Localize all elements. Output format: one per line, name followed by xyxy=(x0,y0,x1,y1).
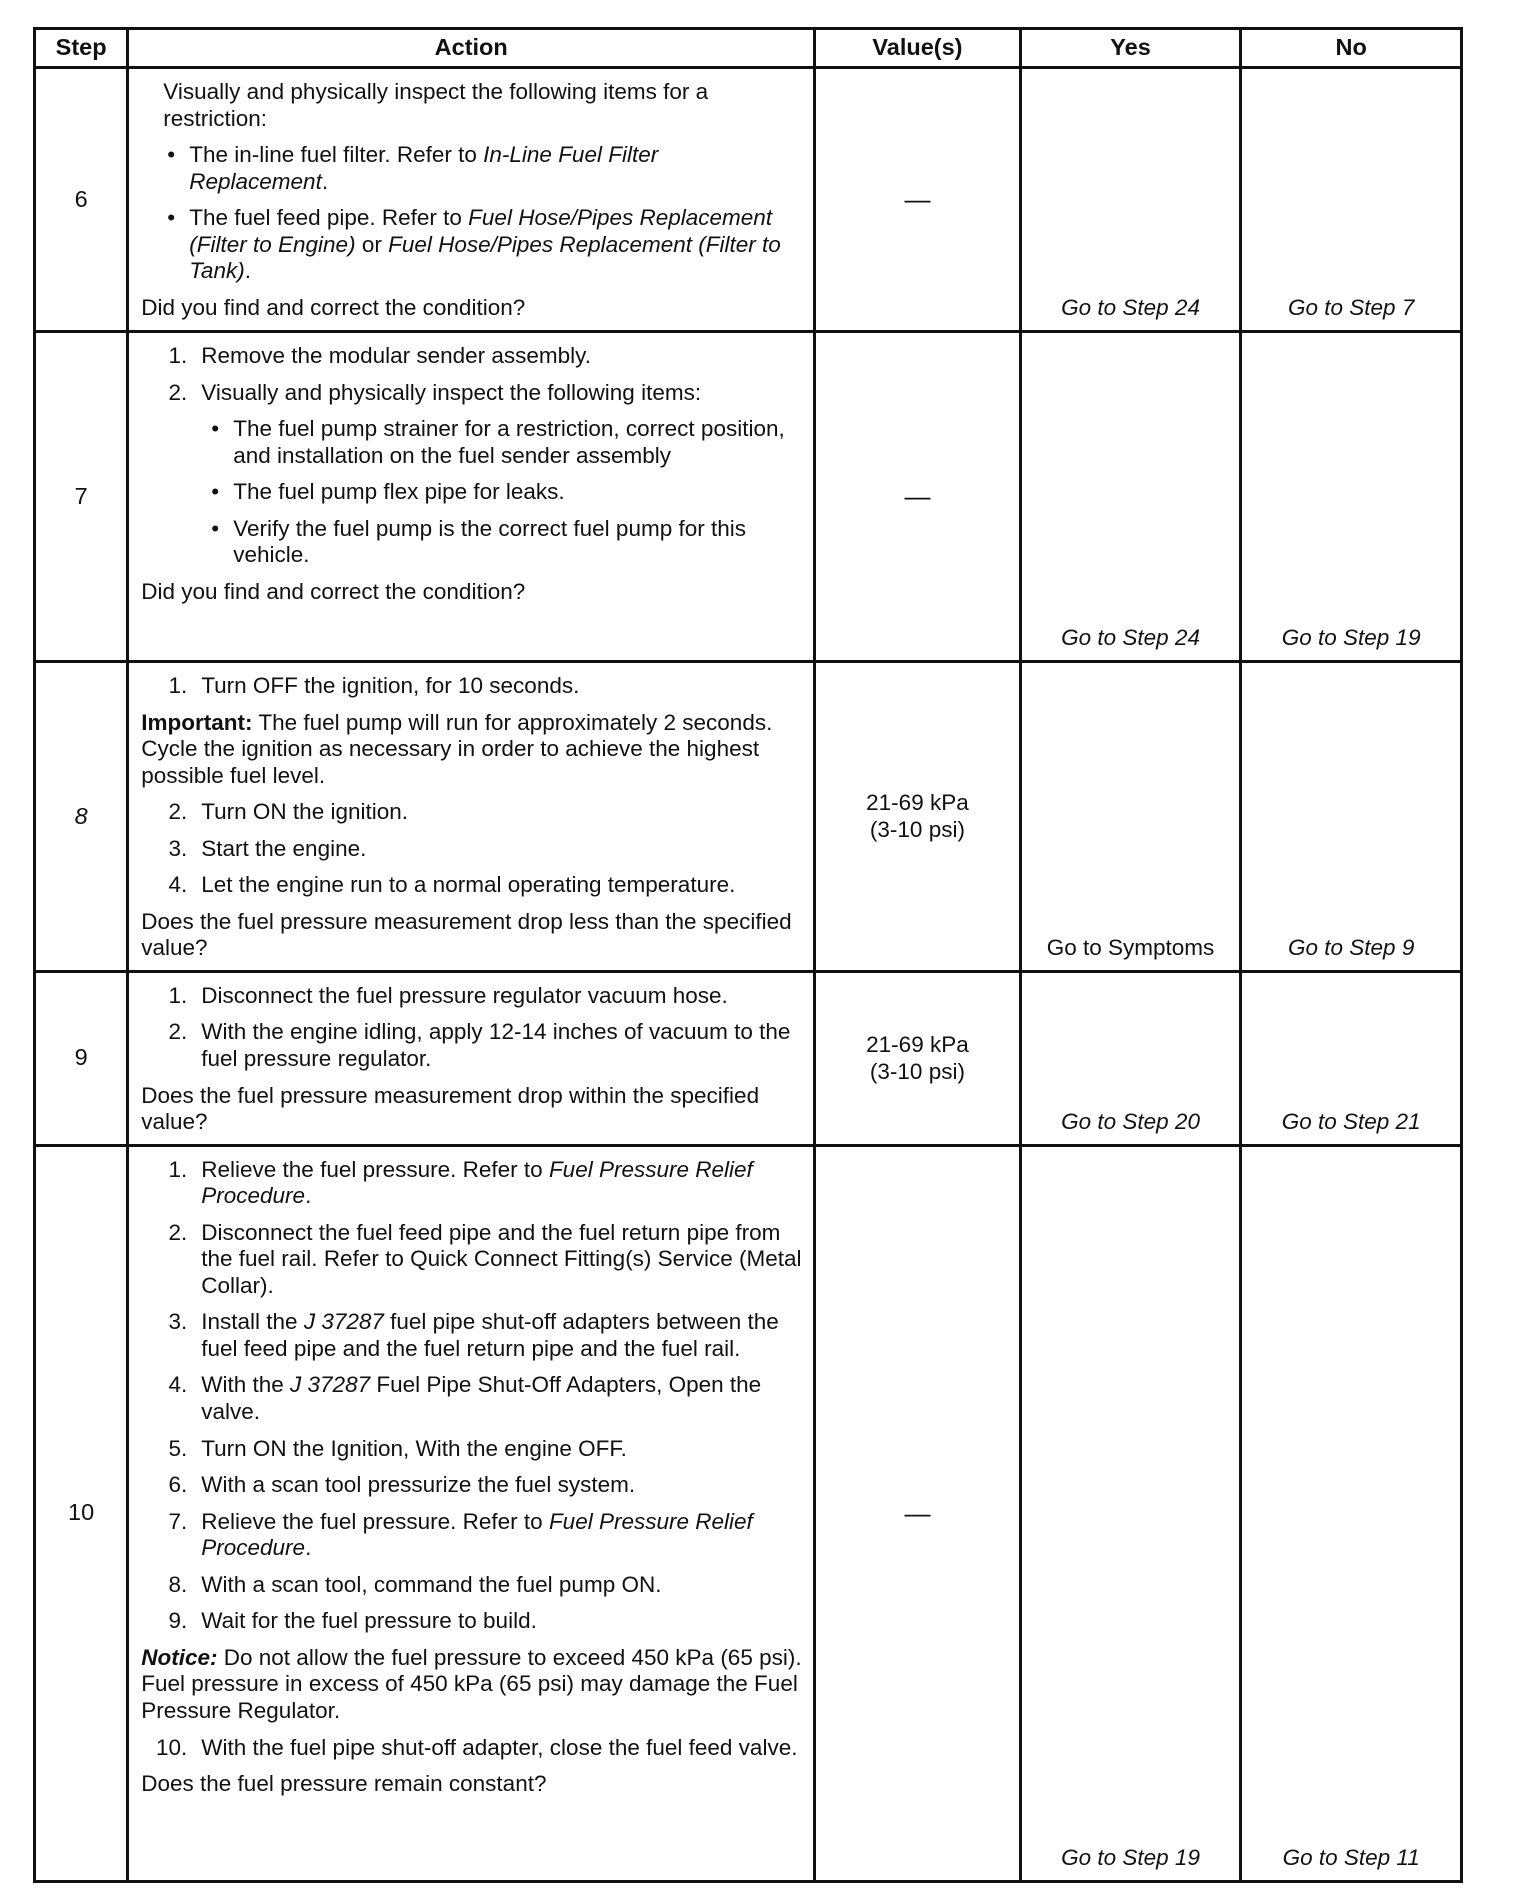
step-number: 9 xyxy=(35,971,128,1145)
paragraph xyxy=(141,710,803,790)
action-text: Turn ON the Ignition, With the engine OFF. xyxy=(201,1435,627,1461)
table-row xyxy=(35,68,1462,332)
action-text: Did you find and correct the condition? xyxy=(141,578,526,604)
step-index: 8. xyxy=(168,1571,188,1597)
numbered-step xyxy=(141,1608,803,1635)
action-text: Turn ON the ignition. xyxy=(201,799,409,825)
paragraph xyxy=(141,79,803,132)
step-number: 8 xyxy=(35,662,128,972)
yes-link[interactable]: Go to Step 20 xyxy=(1061,1109,1200,1135)
action-text: Wait for the fuel pressure to build. xyxy=(201,1608,537,1634)
action-text: . xyxy=(305,1183,312,1209)
paragraph xyxy=(141,1645,803,1725)
step-index: 2. xyxy=(168,1019,188,1045)
reference-text: Fuel Pressure Relief Procedure xyxy=(201,1156,753,1209)
sub-bullet-item xyxy=(141,516,803,569)
step-index: 2. xyxy=(168,799,188,825)
action-text: Did you find and correct the condition? xyxy=(141,294,526,320)
action-text: Does the fuel pressure remain constant? xyxy=(141,1771,547,1797)
action-text: Visually and physically inspect the following items: xyxy=(201,379,702,405)
action-text: . xyxy=(305,1535,312,1561)
action-text: Relieve the fuel pressure. Refer to xyxy=(201,1508,549,1534)
numbered-step xyxy=(141,872,803,899)
action-text: The fuel pump will run for approximately 2 seconds. Cycle the ignition as necessary in order to achieve the highest possible fuel level. xyxy=(141,709,773,788)
no-link[interactable]: Go to Step 21 xyxy=(1281,1109,1421,1135)
value-line: 21-69 kPa xyxy=(866,790,969,816)
value-line: (3-10 psi) xyxy=(869,1059,965,1085)
yes-link[interactable]: Go to Step 24 xyxy=(1061,295,1200,321)
action-text: Install the xyxy=(201,1309,304,1335)
action-text: With the xyxy=(201,1372,291,1398)
numbered-step xyxy=(141,799,803,826)
no-cell xyxy=(1241,1145,1462,1881)
numbered-step xyxy=(141,380,803,407)
action-text: or xyxy=(355,231,389,257)
action-text: With the engine idling, apply 12-14 inches of vacuum to the fuel pressure regulator. xyxy=(201,1019,791,1072)
step-number: 6 xyxy=(35,68,128,332)
step-index: 5. xyxy=(168,1435,188,1461)
header-action: Action xyxy=(128,29,815,68)
reference-text: J 37287 xyxy=(290,1372,371,1398)
action-text: Start the engine. xyxy=(201,835,367,861)
numbered-step xyxy=(141,1019,803,1072)
action-text: Does the fuel pressure measurement drop less than the specified value? xyxy=(141,908,792,961)
yes-cell xyxy=(1020,1145,1241,1881)
value-line: (3-10 psi) xyxy=(869,817,965,843)
table-row xyxy=(35,662,1462,972)
no-cell xyxy=(1241,68,1462,332)
sub-bullet-item xyxy=(141,479,803,506)
header-row xyxy=(35,29,1462,68)
action-text: With a scan tool, command the fuel pump ON. xyxy=(201,1571,662,1597)
action-cell xyxy=(128,971,815,1145)
yes-link[interactable]: Go to Symptoms xyxy=(1046,935,1215,961)
no-cell xyxy=(1241,662,1462,972)
yes-cell xyxy=(1020,332,1241,662)
header-step: Step xyxy=(35,29,128,68)
step-index: 7. xyxy=(168,1508,188,1534)
numbered-step xyxy=(141,1157,803,1210)
numbered-step xyxy=(141,1572,803,1599)
action-cell xyxy=(128,332,815,662)
action-text: Disconnect the fuel feed pipe and the fuel return pipe from the fuel rail. Refer to Quick Connect Fitting(s) Service (Metal Collar). xyxy=(201,1219,802,1298)
action-text: Does the fuel pressure measurement drop within the specified value? xyxy=(141,1082,760,1135)
step-index: 6. xyxy=(168,1472,188,1498)
question-text xyxy=(141,295,803,322)
action-text: Disconnect the fuel pressure regulator vacuum hose. xyxy=(201,982,728,1008)
action-text: The in-line fuel filter. Refer to xyxy=(189,142,484,168)
step-index: 1. xyxy=(168,673,188,698)
table-row xyxy=(35,1145,1462,1881)
no-link[interactable]: Go to Step 9 xyxy=(1288,935,1415,961)
diagnostic-table xyxy=(33,27,1463,1883)
table-body xyxy=(35,68,1462,1882)
step-index: 4. xyxy=(168,872,188,898)
step-index: 10. xyxy=(155,1734,188,1760)
numbered-step xyxy=(141,343,803,370)
step-index: 1. xyxy=(168,1156,188,1182)
no-cell xyxy=(1241,971,1462,1145)
action-text: Remove the modular sender assembly. xyxy=(201,343,592,368)
action-text: Turn OFF the ignition, for 10 seconds. xyxy=(201,673,580,698)
step-index: 2. xyxy=(168,379,188,405)
action-text: Visually and physically inspect the following items for a restriction: xyxy=(163,79,709,131)
table-row xyxy=(35,332,1462,662)
label-text: Important: xyxy=(141,709,253,735)
action-cell xyxy=(128,1145,815,1881)
numbered-step xyxy=(141,1372,803,1425)
no-link[interactable]: Go to Step 19 xyxy=(1281,625,1421,651)
question-text xyxy=(141,579,803,606)
step-number: 10 xyxy=(35,1145,128,1881)
step-index: 3. xyxy=(168,1309,188,1335)
yes-cell xyxy=(1020,662,1241,972)
step-index: 4. xyxy=(168,1372,188,1398)
bullet-item xyxy=(141,142,803,195)
numbered-step xyxy=(141,1309,803,1362)
numbered-step xyxy=(141,1735,803,1762)
header-no: No xyxy=(1241,29,1462,68)
action-text: With a scan tool pressurize the fuel system. xyxy=(201,1472,636,1498)
header-values: Value(s) xyxy=(815,29,1021,68)
action-cell xyxy=(128,662,815,972)
question-text xyxy=(141,909,803,962)
reference-text: Fuel Hose/Pipes Replacement (Filter to Tank) xyxy=(189,231,781,284)
numbered-step xyxy=(141,1509,803,1562)
value-line: 21-69 kPa xyxy=(866,1032,969,1058)
no-value-dash: — xyxy=(904,1497,931,1528)
yes-cell xyxy=(1020,971,1241,1145)
action-text: The fuel feed pipe. Refer to xyxy=(189,205,469,231)
numbered-step xyxy=(141,983,803,1010)
question-text xyxy=(141,1083,803,1136)
header-yes: Yes xyxy=(1020,29,1241,68)
action-text: Do not allow the fuel pressure to exceed 450 kPa (65 psi). Fuel pressure in excess of 450 kPa (65 psi) may damage the Fuel Pressure Regulator. xyxy=(141,1644,802,1723)
reference-text: In-Line Fuel Filter Replacement xyxy=(189,142,659,194)
step-index: 9. xyxy=(168,1608,188,1634)
question-text xyxy=(141,1771,803,1798)
table-row xyxy=(35,971,1462,1145)
bullet-item xyxy=(141,205,803,285)
numbered-step xyxy=(141,1220,803,1300)
label-text: Notice: xyxy=(141,1644,218,1670)
no-value-dash: — xyxy=(904,184,931,215)
values-cell xyxy=(815,971,1021,1145)
action-text: The fuel pump strainer for a restriction, correct position, and installation on the fuel sender assembly xyxy=(233,416,785,468)
step-index: 2. xyxy=(168,1219,188,1245)
reference-text: Fuel Pressure Relief Procedure xyxy=(201,1508,753,1561)
action-text: . xyxy=(244,258,251,284)
reference-text: Fuel Hose/Pipes Replacement (Filter to Engine) xyxy=(189,205,773,257)
numbered-step xyxy=(141,673,803,700)
action-text: . xyxy=(321,168,329,194)
step-number: 7 xyxy=(35,332,128,662)
values-cell xyxy=(815,1145,1021,1881)
step-index: 1. xyxy=(168,982,188,1008)
no-cell xyxy=(1241,332,1462,662)
action-cell xyxy=(128,68,815,332)
action-text: Fuel Pipe Shut-Off Adapters, Open the valve. xyxy=(201,1372,762,1425)
action-text: With the fuel pipe shut-off adapter, close the fuel feed valve. xyxy=(201,1734,798,1760)
no-link[interactable]: Go to Step 7 xyxy=(1288,295,1415,321)
numbered-step xyxy=(141,1472,803,1499)
action-text: The fuel pump flex pipe for leaks. xyxy=(233,479,565,505)
action-text: fuel pipe shut-off adapters between the fuel feed pipe and the fuel return pipe and the fuel rail. xyxy=(201,1309,779,1361)
action-text: Verify the fuel pump is the correct fuel pump for this vehicle. xyxy=(233,515,746,568)
values-cell xyxy=(815,68,1021,332)
yes-cell xyxy=(1020,68,1241,332)
numbered-step xyxy=(141,836,803,863)
action-text: Let the engine run to a normal operating temperature. xyxy=(201,872,736,898)
no-link[interactable]: Go to Step 11 xyxy=(1282,1845,1420,1871)
step-index: 1. xyxy=(168,343,188,368)
step-index: 3. xyxy=(168,835,188,861)
reference-text: J 37287 xyxy=(303,1309,384,1335)
yes-link[interactable]: Go to Step 19 xyxy=(1061,1845,1200,1871)
values-cell xyxy=(815,332,1021,662)
values-cell xyxy=(815,662,1021,972)
sub-bullet-item xyxy=(141,416,803,469)
no-value-dash: — xyxy=(904,481,931,512)
numbered-step xyxy=(141,1436,803,1463)
yes-link[interactable]: Go to Step 24 xyxy=(1061,625,1200,651)
action-text: Relieve the fuel pressure. Refer to xyxy=(201,1156,549,1182)
